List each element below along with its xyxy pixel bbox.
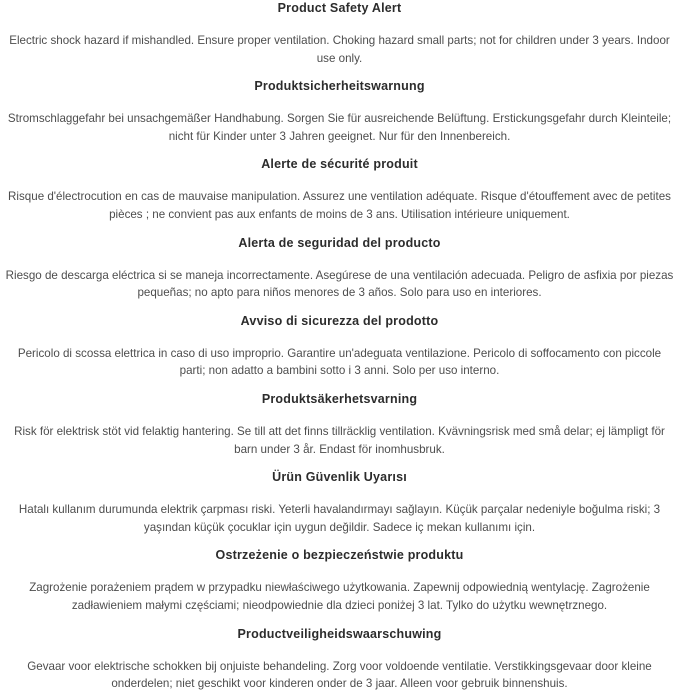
section-heading-es: Alerta de seguridad del producto (238, 235, 441, 250)
section-body-en: Electric shock hazard if mishandled. Ensure proper ventilation. Choking hazard small parts; not for children under 3 years. Indoor use only. (9, 34, 670, 65)
section-heading-sv: Produktsäkerhetsvarning (261, 391, 418, 406)
section-heading-it: Avviso di sicurezza del prodotto (240, 313, 439, 328)
section-body-nl: Gevaar voor elektrische schokken bij onjuiste behandeling. Zorg voor voldoende ventilatie. Verstikkingsgevaar door kleine onderdelen; niet geschikt voor kinderen onder de 3 jaar. Alleen voor gebruik binnenshuis. (27, 659, 652, 691)
safety-section-tr (4, 471, 675, 536)
safety-section-it (4, 315, 675, 380)
section-heading-nl: Productveiligheidswaarschuwing (237, 626, 442, 641)
section-body-tr: Hatalı kullanım durumunda elektrik çarpması riski. Yeterli havalandırmayı sağlayın. Küçük parçalar nedeniyle boğulma riski; 3 yaşından küçük çocuklar için uygun değildir. Sadece iç mekan kullanımı için. (18, 503, 661, 534)
safety-section-en (4, 2, 675, 67)
section-body-it: Pericolo di scossa elettrica in caso di uso improprio. Garantire un'adeguata ventilazione. Pericolo di soffocamento con piccole parti; non adatto a bambini sotto i 3 anni. Solo per uso interno. (17, 346, 662, 378)
section-body-sv: Risk för elektrisk stöt vid felaktig hantering. Se till att det finns tillräcklig ventilation. Kvävningsrisk med små delar; ej lämpligt för barn under 3 år. Endast för inomhusbruk. (14, 424, 665, 456)
safety-section-nl (4, 628, 675, 693)
section-heading-de: Produktsicherheitswarnung (254, 79, 425, 94)
safety-section-de (4, 80, 675, 145)
section-heading-en: Product Safety Alert (277, 1, 402, 15)
safety-section-pl (4, 549, 675, 614)
section-body-fr: Risque d'électrocution en cas de mauvaise manipulation. Assurez une ventilation adéquate. Risque d'étouffement avec de petites pièces ; ne convient pas aux enfants de moins de 3 ans. Utilisation intérieure uniquement. (8, 190, 671, 221)
section-heading-pl: Ostrzeżenie o bezpieczeństwie produktu (215, 548, 464, 563)
safety-section-fr (4, 158, 675, 223)
safety-section-sv (4, 393, 675, 458)
section-body-es: Riesgo de descarga eléctrica si se maneja incorrectamente. Asegúrese de una ventilación adecuada. Peligro de asfixia por piezas pequeñas; no apto para niños menores de 3 años. Solo para uso en interiores. (5, 268, 674, 300)
section-heading-tr: Ürün Güvenlik Uyarısı (272, 470, 407, 485)
safety-section-es (4, 237, 675, 302)
section-body-de: Stromschlaggefahr bei unsachgemäßer Handhabung. Sorgen Sie für ausreichende Belüftung. Erstickungsgefahr durch Kleinteile; nicht für Kinder unter 3 Jahren geeignet. Nur für den Innenbereich. (7, 112, 672, 143)
section-heading-fr: Alerte de sécurité produit (261, 157, 418, 172)
section-body-pl: Zagrożenie porażeniem prądem w przypadku niewłaściwego użytkowania. Zapewnij odpowiednią wentylację. Zagrożenie zadławieniem małymi częściami; nieodpowiednie dla dzieci poniżej 3 lat. Tylko do użytku wewnętrznego. (29, 581, 650, 612)
